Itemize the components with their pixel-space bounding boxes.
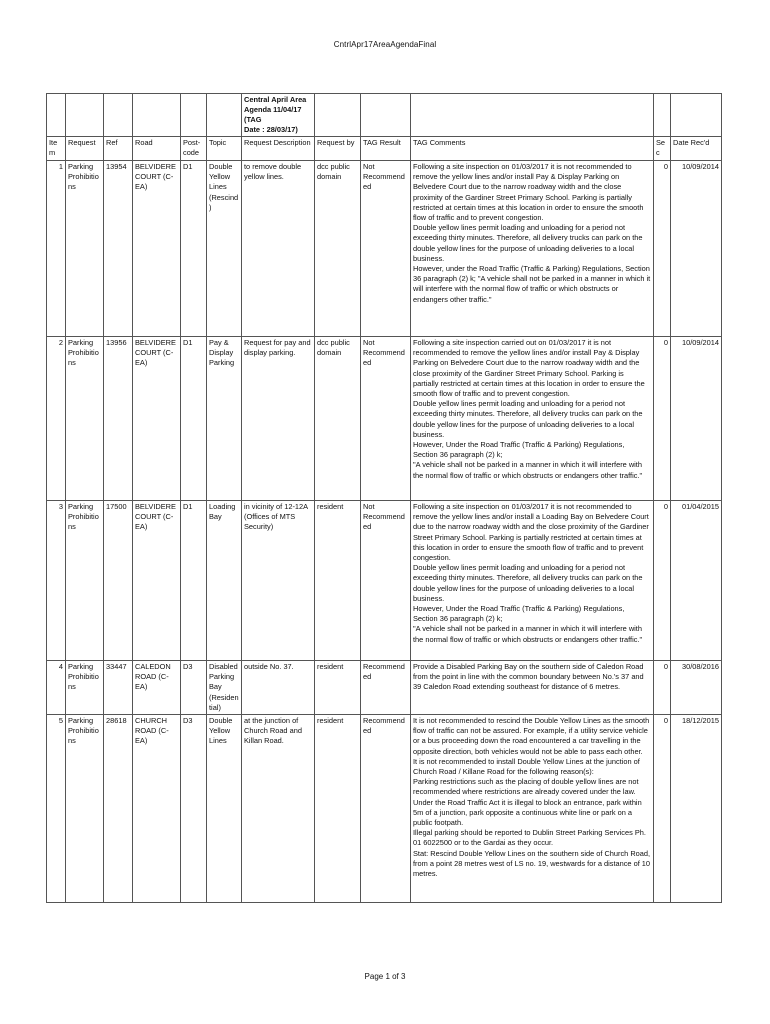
table-row (47, 501, 722, 661)
header-result: TAG Result (361, 137, 411, 161)
header-request: Request (66, 137, 104, 161)
row-description: at the junction of Church Road and Killan Road. (242, 715, 315, 903)
row-item: 1 (47, 161, 66, 337)
row-requested-by: resident (315, 661, 361, 715)
row-topic: Disabled Parking Bay (Residential) (207, 661, 242, 715)
comment-paragraph: Illegal parking should be reported to Dublin Street Parking Services Ph. 01 6022500 or to the Gardai as they occur. (413, 828, 646, 848)
row-postcode: D3 (181, 715, 207, 903)
row-requested-by: dcc public domain (315, 337, 361, 501)
comment-paragraph: Double yellow lines permit loading and unloading for a period not exceeding thirty minutes. Therefore, all delivery trucks can park on the double yellow lines for the purpose of unloading deliveries to a local business. (413, 399, 643, 439)
row-sec: 0 (654, 715, 671, 903)
agenda-title-line-1: Central April Area (244, 95, 307, 104)
row-description: to remove double yellow lines. (242, 161, 315, 337)
row-road: BELVIDERE COURT (C-EA) (133, 161, 181, 337)
row-road: CHURCH ROAD (C-EA) (133, 715, 181, 903)
header-description: Request Description (242, 137, 315, 161)
agenda-table (46, 93, 722, 903)
row-comments (411, 661, 654, 715)
comment-paragraph: Following a site inspection on 01/03/2017 it is not recommended to remove the yellow lines and/or install Pay & Display Parking on Belvedere Court due to the narrow roadway width and the close proximity of the Gardiner Street Primary School. Parking is partially restricted at certain times at this location in order to ensure the smooth flow of traffic and to prevent congestion. (413, 162, 644, 223)
row-topic: Double Yellow Lines (Rescind) (207, 161, 242, 337)
title-spacer-requested-by (315, 94, 361, 137)
row-item: 4 (47, 661, 66, 715)
row-comments (411, 337, 654, 501)
header-ref: Ref (104, 137, 133, 161)
comment-paragraph: Provide a Disabled Parking Bay on the southern side of Caledon Road from the point in line with the common boundary between No.'s 37 and 39 Caledon Road extending southeast for distance of 6 metres. (413, 662, 644, 692)
title-spacer-sec (654, 94, 671, 137)
comment-paragraph: It is not recommended to rescind the Double Yellow Lines as the smooth flow of traffic can not be assured. For example, if a utility service vehicle or a bus proceeding down the road encountered a car travelling in the opposite direction, both vehicles would not be able to pass each other. (413, 716, 650, 756)
comment-paragraph: "A vehicle shall not be parked in a manner in which it will interfere with the normal flow of traffic or which obstructs or endangers other traffic." (413, 624, 643, 644)
comment-paragraph: However, Under the Road Traffic (Traffic & Parking) Regulations, Section 36 paragraph (2) k; (413, 440, 625, 460)
row-result: Recommended (361, 715, 411, 903)
table-row (47, 337, 722, 501)
comment-paragraph: Stat: Rescind Double Yellow Lines on the southern side of Church Road, from a point 28 metres west of LS no. 19, westwards for a distance of 10 metres. (413, 848, 651, 879)
row-ref: 13954 (104, 161, 133, 337)
row-date: 18/12/2015 (671, 715, 722, 903)
row-sec: 0 (654, 337, 671, 501)
row-request: Parking Prohibitions (66, 661, 104, 715)
comment-paragraph: Following a site inspection on 01/03/2017 it is not recommended to remove the yellow lines and/or install a Loading Bay on Belvedere Court due to the narrow roadway width and the close proximity of the Gardiner Street Primary School. Parking is partially restricted at certain times at this location in order to ensure the smooth flow of traffic and to prevent congestion. (413, 502, 649, 563)
row-requested-by: resident (315, 715, 361, 903)
row-request: Parking Prohibitions (66, 161, 104, 337)
title-spacer-request (66, 94, 104, 137)
row-date: 30/08/2016 (671, 661, 722, 715)
title-spacer-comments (411, 94, 654, 137)
row-topic: Loading Bay (207, 501, 242, 661)
row-result: Not Recommended (361, 337, 411, 501)
agenda-title-line-3: Date : 28/03/17) (244, 125, 298, 134)
row-sec: 0 (654, 161, 671, 337)
row-topic: Pay & Display Parking (207, 337, 242, 501)
row-postcode: D3 (181, 661, 207, 715)
page-number: Page 1 of 3 (364, 972, 406, 981)
document-header: CntrlApr17AreaAgendaFinal (333, 40, 437, 49)
row-sec: 0 (654, 661, 671, 715)
comment-paragraph: Double yellow lines permit loading and unloading for a period not exceeding thirty minutes. Therefore, all delivery trucks can park on the double yellow lines for the purpose of unloading deliveries to a local business. (413, 563, 643, 603)
title-spacer-postcode (181, 94, 207, 137)
row-result: Recommended (361, 661, 411, 715)
row-item: 2 (47, 337, 66, 501)
row-result: Not Recommended (361, 161, 411, 337)
agenda-title-line-2: Agenda 11/04/17 (TAG (244, 105, 302, 124)
row-requested-by: dcc public domain (315, 161, 361, 337)
header-topic: Topic (207, 137, 242, 161)
row-topic: Double Yellow Lines (207, 715, 242, 903)
comment-paragraph: Following a site inspection carried out on 01/03/2017 it is not recommended to remove the yellow lines and/or install Pay & Display Parking on Belvedere Court due to the narrow roadway width and the close proximity of the Gardiner Street Primary School. Parking is partially restricted at certain times at this location in order to ensure the smooth flow of traffic and to prevent congestion. (413, 338, 645, 399)
header-sec: Sec (654, 137, 671, 161)
row-ref: 13956 (104, 337, 133, 501)
row-road: CALEDON ROAD (C-EA) (133, 661, 181, 715)
row-date: 10/09/2014 (671, 161, 722, 337)
row-date: 01/04/2015 (671, 501, 722, 661)
header-item: Item (47, 137, 66, 161)
header-comments: TAG Comments (411, 137, 654, 161)
row-postcode: D1 (181, 337, 207, 501)
comment-paragraph: Double yellow lines permit loading and unloading for a period not exceeding thirty minutes. Therefore, all delivery trucks can park on the double yellow lines for the purpose of unloading deliveries to a local business. (413, 223, 643, 263)
column-header-row (47, 137, 722, 161)
agenda-title (242, 94, 315, 137)
comment-paragraph: However, under the Road Traffic (Traffic & Parking) Regulations, Section 36 paragraph (2) k; "A vehicle shall not be parked in a manner in which it will interfere with the normal flow of traffic or which obstructs or endangers other traffic." (413, 264, 651, 304)
table-row (47, 661, 722, 715)
title-spacer-ref (104, 94, 133, 137)
title-spacer-date (671, 94, 722, 137)
table-row (47, 715, 722, 903)
title-spacer-topic (207, 94, 242, 137)
row-road: BELVIDERE COURT (C-EA) (133, 501, 181, 661)
row-request: Parking Prohibitions (66, 715, 104, 903)
row-sec: 0 (654, 501, 671, 661)
row-requested-by: resident (315, 501, 361, 661)
row-description: in vicinity of 12-12A (Offices of MTS Security) (242, 501, 315, 661)
header-requested-by: Request by (315, 137, 361, 161)
row-postcode: D1 (181, 501, 207, 661)
row-request: Parking Prohibitions (66, 337, 104, 501)
header-postcode: Post-code (181, 137, 207, 161)
title-spacer-result (361, 94, 411, 137)
table-row (47, 161, 722, 337)
row-description: outside No. 37. (242, 661, 315, 715)
header-date: Date Rec'd (671, 137, 722, 161)
row-item: 5 (47, 715, 66, 903)
row-description: Request for pay and display parking. (242, 337, 315, 501)
row-item: 3 (47, 501, 66, 661)
title-spacer-item (47, 94, 66, 137)
table-title-row (47, 94, 722, 137)
row-ref: 17500 (104, 501, 133, 661)
row-ref: 28618 (104, 715, 133, 903)
comment-paragraph: However, Under the Road Traffic (Traffic & Parking) Regulations, Section 36 paragraph (2) k; (413, 604, 625, 624)
row-comments (411, 501, 654, 661)
row-ref: 33447 (104, 661, 133, 715)
comment-paragraph: Parking restrictions such as the placing of double yellow lines are not recommended where restrictions are already covered under the law. Under the Road Traffic Act it is illegal to block an entrance, park within 5m of a junction, park opposite a continuous white line or park on a public footpath. (413, 777, 642, 828)
row-comments (411, 161, 654, 337)
header-road: Road (133, 137, 181, 161)
title-spacer-road (133, 94, 181, 137)
row-result: Not Recommended (361, 501, 411, 661)
comment-paragraph: It is not recommended to install Double Yellow Lines at the junction of Church Road / Killane Road for the following reason(s): (413, 756, 640, 777)
row-road: BELVIDERE COURT (C-EA) (133, 337, 181, 501)
row-comments (411, 715, 654, 903)
row-postcode: D1 (181, 161, 207, 337)
row-date: 10/09/2014 (671, 337, 722, 501)
row-request: Parking Prohibitions (66, 501, 104, 661)
comment-paragraph: "A vehicle shall not be parked in a manner in which it will interfere with the normal flow of traffic or which obstructs or endangers other traffic." (413, 460, 643, 480)
